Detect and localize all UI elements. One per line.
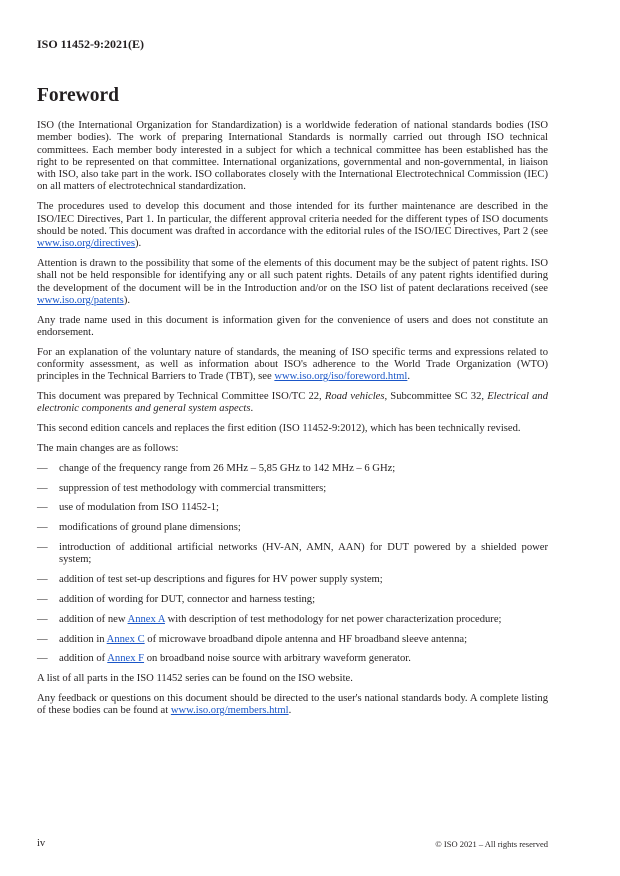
list-item-text: use of modulation from ISO 11452-1; — [59, 502, 219, 514]
text: Any feedback or questions on this document should be directed to the user's national standards body. A complete listing of these bodies can be found at — [37, 692, 548, 717]
subcommittee-title: Electrical and electronic components and general system aspects — [37, 391, 549, 415]
committee-title: Road vehicles — [324, 391, 385, 403]
text: . — [250, 403, 254, 415]
annex-a-link[interactable]: Annex A — [127, 613, 165, 625]
list-item — [37, 483, 548, 495]
text: on broadband noise source with arbitrary waveform generator. — [144, 653, 411, 665]
paragraph — [37, 201, 548, 250]
text: of microwave broadband dipole antenna and HF broadband sleeve antenna; — [144, 633, 468, 645]
document-header: ISO 11452-9:2021(E) — [37, 37, 145, 51]
text: For an explanation of the voluntary nature of standards, the meaning of ISO specific terms and expressions related to conformity assessment, as well as information about ISO's adherence to the World Trade Organization (WTO) principles in the Technical Barriers to Trade (TBT), see — [37, 346, 548, 383]
members-link[interactable]: www.iso.org/members.html — [170, 705, 289, 717]
paragraph: A list of all parts in the ISO 11452 series can be found on the ISO website. — [37, 673, 353, 685]
paragraph — [37, 347, 548, 384]
dash-bullet: — — [37, 542, 48, 554]
paragraph — [37, 693, 548, 718]
dash-bullet: — — [37, 574, 48, 586]
dash-bullet: — — [37, 593, 48, 605]
annex-f-link[interactable]: Annex F — [107, 653, 145, 665]
paragraph: This second edition cancels and replaces the first edition (ISO 11452-9:2012), which has been technically revised. — [37, 423, 521, 435]
list-item — [37, 574, 548, 586]
patents-link[interactable]: www.iso.org/patents — [37, 294, 124, 306]
text: , Subcommittee SC 32, — [384, 391, 488, 403]
foreword-link[interactable]: www.iso.org/iso/foreword.html — [274, 371, 408, 383]
page-title: Foreword — [37, 85, 119, 106]
paragraph: ISO (the International Organization for Standardization) is a worldwide federation of national standards bodies (ISO member bodies). The work of preparing International Standards is normally carried out through ISO technical committees. Each member body interested in a subject for which a technical committee has been established has the right to be represented on that committee. International organizations, governmental and non-governmental, in liaison with ISO, also take part in the work. ISO collaborates closely with the International Electrotechnical Commission (IEC) on all matters of electrotechnical standardization. — [37, 120, 548, 193]
list-item-text: addition of test set-up descriptions and figures for HV power supply system; — [59, 574, 383, 586]
paragraph: The main changes are as follows: — [37, 443, 179, 455]
text: addition in — [59, 633, 107, 645]
list-item — [37, 502, 548, 514]
foreword-body — [37, 120, 548, 725]
dash-bullet: — — [37, 502, 48, 514]
annex-c-link[interactable]: Annex C — [106, 633, 145, 645]
paragraph — [37, 391, 548, 416]
dash-bullet: — — [37, 633, 48, 645]
text: . — [407, 371, 411, 383]
list-item-text: introduction of additional artificial networks (HV-AN, AMN, AAN) for DUT powered by a shielded power system; — [59, 542, 548, 566]
list-item — [37, 653, 548, 665]
dash-bullet: — — [37, 522, 48, 534]
list-item-text: change of the frequency range from 26 MHz – 5,85 GHz to 142 MHz – 6 GHz; — [59, 462, 396, 474]
dash-bullet: — — [37, 653, 48, 665]
list-item — [37, 614, 548, 626]
list-item-text: suppression of test methodology with commercial transmitters; — [59, 482, 327, 494]
text: The procedures used to develop this document and those intended for its further maintenance are described in the ISO/IEC Directives, Part 1. In particular, the different approval criteria needed for the different types of ISO documents should be noted. This document was drafted in accordance with the editorial rules of the ISO/IEC Directives, Part 2 (see — [37, 201, 548, 237]
text: ). — [123, 294, 130, 306]
text: Attention is drawn to the possibility that some of the elements of this document may be the subject of patent rights. ISO shall not be held responsible for identifying any or all such patent rights. Details of any patent rights identified during the development of the document will be in the Introduction and/or on the ISO list of patent declarations received (see — [37, 257, 548, 294]
list-item — [37, 634, 548, 646]
changes-list — [37, 463, 548, 666]
list-item-text: addition of wording for DUT, connector and harness testing; — [59, 593, 316, 605]
list-item — [37, 463, 548, 475]
text: ). — [134, 238, 142, 250]
paragraph — [37, 258, 548, 307]
text: with description of test methodology for net power characterization procedure; — [164, 613, 502, 625]
list-item — [37, 594, 548, 606]
text: . — [288, 705, 292, 717]
text: This document was prepared by Technical Committee ISO/TC 22, — [37, 391, 325, 403]
dash-bullet: — — [37, 613, 48, 625]
page-number: iv — [37, 838, 46, 849]
text: addition of new — [59, 613, 128, 625]
dash-bullet: — — [37, 482, 48, 494]
paragraph: Any trade name used in this document is information given for the convenience of users and does not constitute an endorsement. — [37, 314, 548, 338]
copyright-notice: © ISO 2021 – All rights reserved — [435, 839, 548, 849]
list-item — [37, 542, 548, 567]
directives-link[interactable]: www.iso.org/directives — [37, 238, 135, 250]
text: addition of — [59, 653, 108, 665]
list-item — [37, 522, 548, 534]
list-item-text: modifications of ground plane dimensions; — [59, 522, 241, 534]
dash-bullet: — — [37, 462, 48, 474]
